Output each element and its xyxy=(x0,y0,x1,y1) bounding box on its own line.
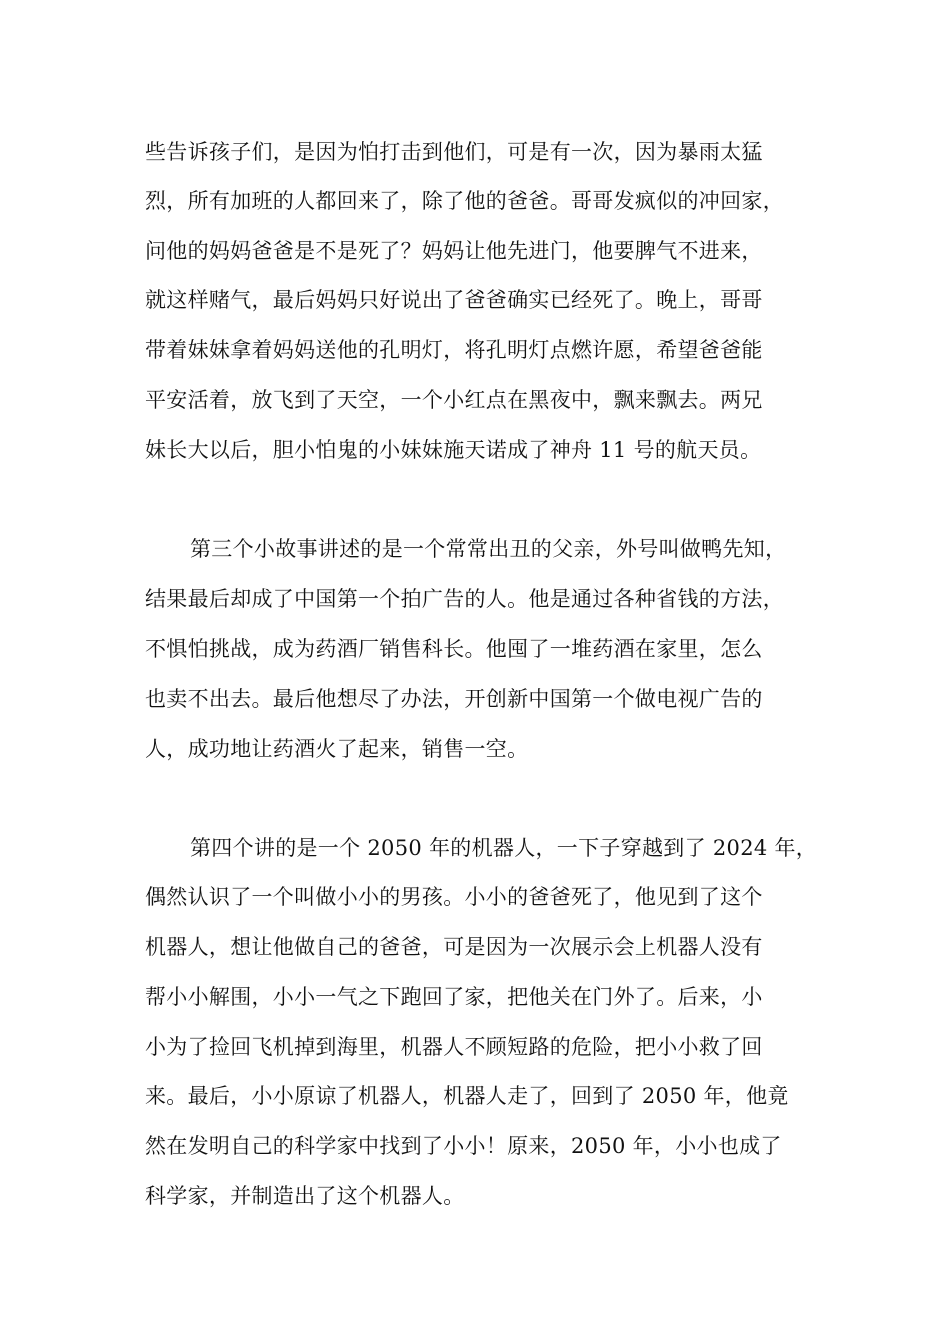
paragraph-2-line-3: 不惧怕挑战，成为药酒厂销售科长。他囤了一堆药酒在家里，怎么 xyxy=(145,637,763,661)
paragraph-3-line-7: 然在发明自己的科学家中找到了小小！原来，2050 年，小小也成了 xyxy=(145,1134,782,1158)
paragraph-3-line-5: 小为了捡回飞机掉到海里，机器人不顾短路的危险，把小小救了回 xyxy=(145,1035,763,1059)
paragraph-1-line-1: 些告诉孩子们，是因为怕打击到他们，可是有一次，因为暴雨太猛 xyxy=(145,140,763,164)
paragraph-1-line-3: 问他的妈妈爸爸是不是死了？妈妈让他先进门，他要脾气不进来， xyxy=(145,239,763,263)
paragraph-2-line-1: 第三个小故事讲述的是一个常常出丑的父亲，外号叫做鸭先知， xyxy=(190,537,787,561)
paragraph-2-line-4: 也卖不出去。最后他想尽了办法，开创新中国第一个做电视广告的 xyxy=(145,687,763,711)
paragraph-3-line-8: 科学家，并制造出了这个机器人。 xyxy=(145,1184,465,1208)
paragraph-1-line-2: 烈，所有加班的人都回来了，除了他的爸爸。哥哥发疯似的冲回家， xyxy=(145,189,784,213)
paragraph-1-line-4: 就这样赌气，最后妈妈只好说出了爸爸确实已经死了。晚上，哥哥 xyxy=(145,288,763,312)
paragraph-3-line-3: 机器人，想让他做自己的爸爸，可是因为一次展示会上机器人没有 xyxy=(145,935,763,959)
paragraph-3-line-4: 帮小小解围，小小一气之下跑回了家，把他关在门外了。后来，小 xyxy=(145,985,763,1009)
paragraph-3-line-2: 偶然认识了一个叫做小小的男孩。小小的爸爸死了，他见到了这个 xyxy=(145,885,763,909)
paragraph-1-line-7: 妹长大以后，胆小怕鬼的小妹妹施天诺成了神舟 11 号的航天员。 xyxy=(145,438,762,462)
paragraph-1-line-5: 带着妹妹拿着妈妈送他的孔明灯，将孔明灯点燃许愿，希望爸爸能 xyxy=(145,338,763,362)
paragraph-2-line-5: 人，成功地让药酒火了起来，销售一空。 xyxy=(145,737,529,761)
paragraph-2-line-2: 结果最后却成了中国第一个拍广告的人。他是通过各种省钱的方法， xyxy=(145,587,784,611)
paragraph-3-line-1: 第四个讲的是一个 2050 年的机器人，一下子穿越到了 2024 年， xyxy=(190,836,818,860)
paragraph-3-line-6: 来。最后，小小原谅了机器人，机器人走了，回到了 2050 年，他竟 xyxy=(145,1084,789,1108)
paragraph-1-line-6: 平安活着，放飞到了天空，一个小红点在黑夜中，飘来飘去。两兄 xyxy=(145,388,763,412)
